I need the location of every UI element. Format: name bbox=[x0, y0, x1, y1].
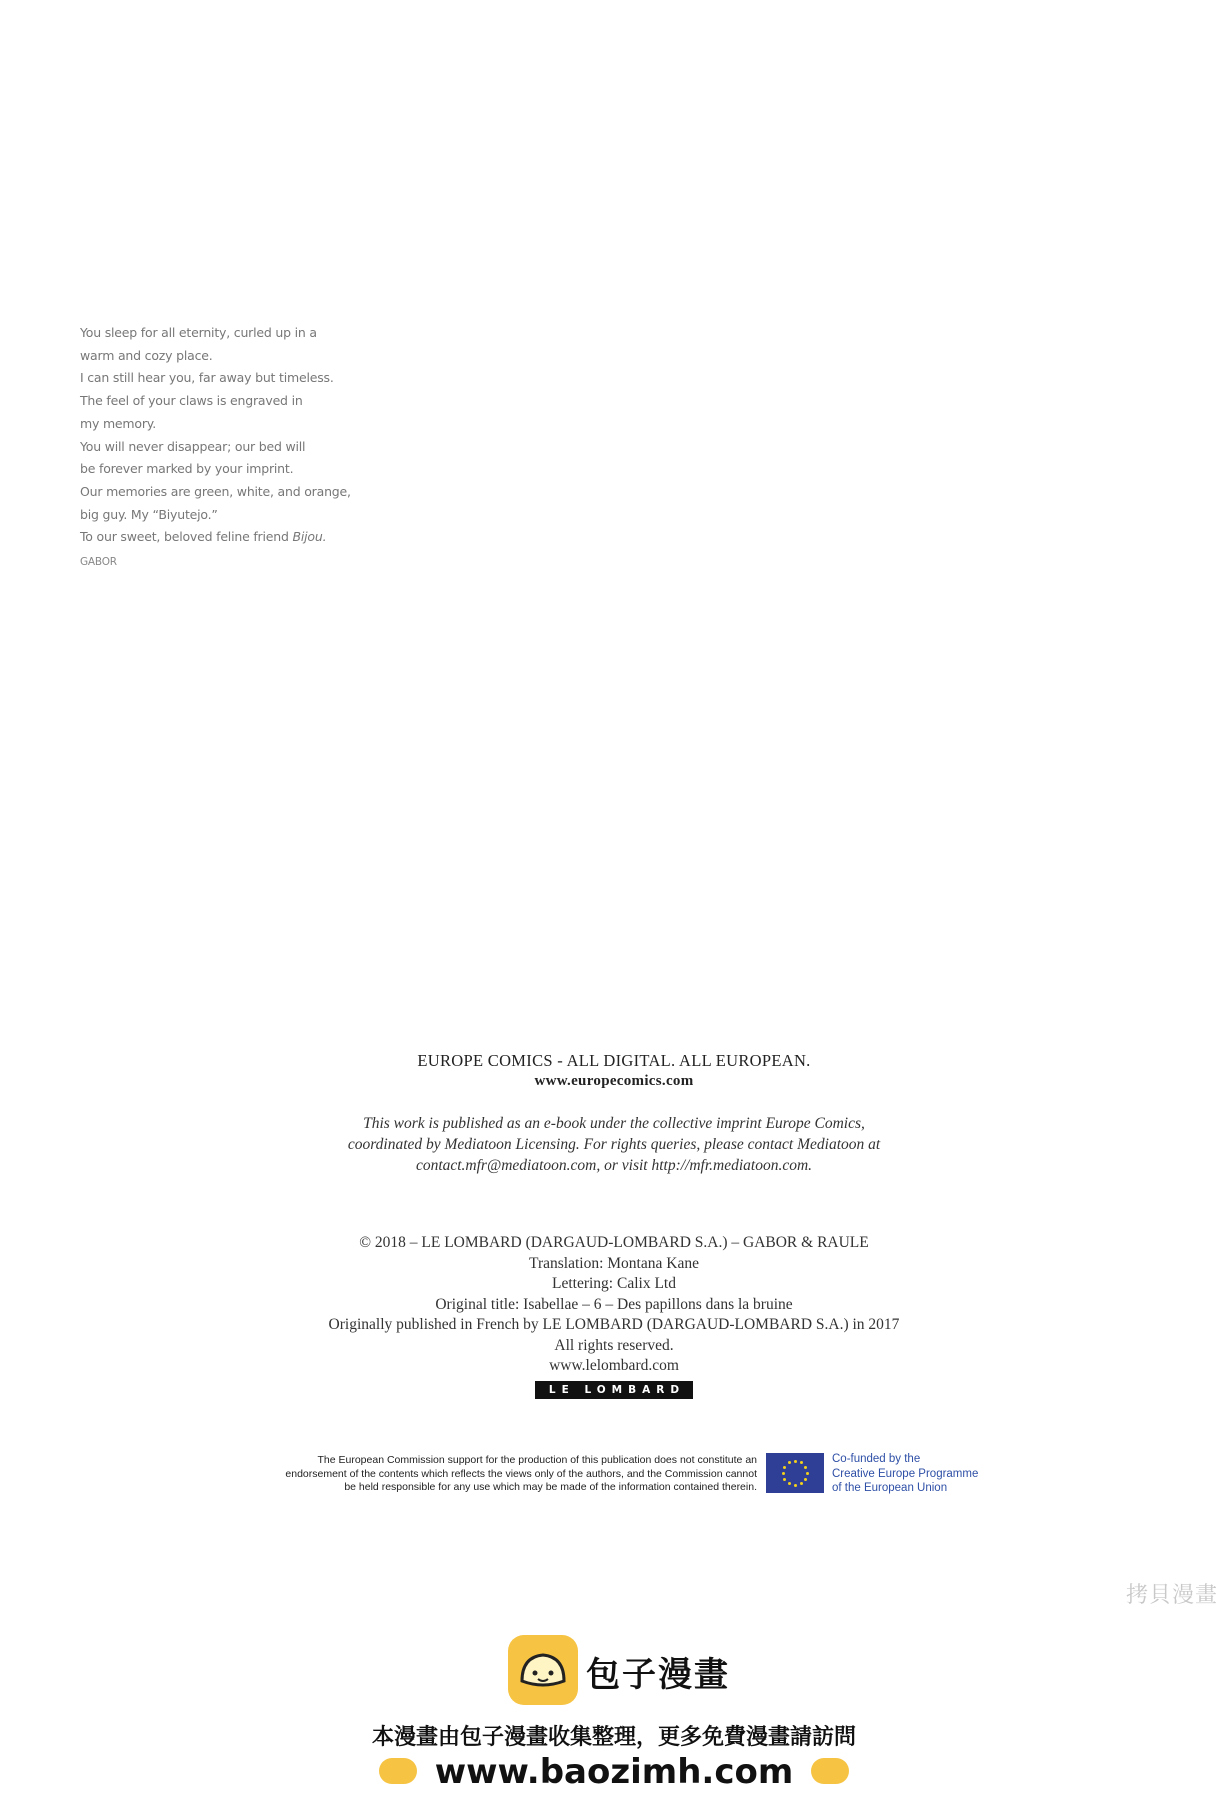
dedication bbox=[80, 322, 400, 574]
dedication-line: big guy. My “Biyutejo.” bbox=[80, 506, 218, 522]
credit-line: All rights reserved. bbox=[554, 1336, 674, 1354]
credit-line: Lettering: Calix Ltd bbox=[552, 1275, 676, 1292]
imprint-line: contact.mfr@mediatoon.com, or visit http://mfr.mediatoon.com. bbox=[415, 1157, 813, 1174]
credits bbox=[0, 1233, 1228, 1399]
eu-disclaimer-line: The European Commission support for the production of this publication does not constitute an bbox=[317, 1454, 757, 1466]
eu-cofunded-label bbox=[832, 1452, 978, 1496]
eu-flag-icon bbox=[766, 1453, 824, 1493]
lelombard-url[interactable]: www.lelombard.com bbox=[549, 1357, 679, 1374]
eu-star bbox=[783, 1478, 786, 1481]
tagline: EUROPE COMICS - ALL DIGITAL. ALL EUROPEAN. bbox=[417, 1051, 811, 1070]
credit-line: Originally published in French by LE LOMBARD (DARGAUD-LOMBARD S.A.) in 2017 bbox=[328, 1316, 900, 1333]
credit-line: Original title: Isabellae – 6 – Des papillons dans la bruine bbox=[435, 1295, 793, 1313]
eu-star bbox=[806, 1472, 809, 1475]
corner-watermark: 拷貝漫畫 bbox=[1126, 1583, 1219, 1608]
eu-star bbox=[788, 1482, 791, 1485]
dedication-line: warm and cozy place. bbox=[80, 347, 213, 363]
eu-star bbox=[804, 1466, 807, 1469]
eu-star bbox=[788, 1461, 791, 1464]
pointing-hand-right-icon bbox=[379, 1758, 417, 1784]
le-lombard-logo: LE LOMBARD bbox=[535, 1381, 693, 1399]
eu-star bbox=[804, 1478, 807, 1481]
dedication-line: my memory. bbox=[80, 415, 156, 431]
dedication-last-line bbox=[80, 526, 400, 549]
eu-star bbox=[794, 1460, 797, 1463]
baozi-title: 包子漫畫 bbox=[586, 1655, 730, 1695]
baozi-logo-icon bbox=[508, 1635, 578, 1705]
dedication-cat-name: Bijou. bbox=[292, 529, 327, 545]
eu-star bbox=[783, 1466, 786, 1469]
credit-line: Translation: Montana Kane bbox=[529, 1254, 699, 1272]
imprint-notice bbox=[0, 1113, 1228, 1176]
dedication-line: Our memories are green, white, and orange, bbox=[80, 483, 351, 499]
publisher-header bbox=[0, 1050, 1228, 1092]
dedication-line: I can still hear you, far away but timeless. bbox=[80, 370, 334, 386]
dedication-last-prefix: To our sweet, beloved feline friend bbox=[80, 529, 293, 545]
dedication-line: be forever marked by your imprint. bbox=[80, 461, 294, 477]
dedication-line: The feel of your claws is engraved in bbox=[80, 393, 303, 409]
baozi-url[interactable]: www.baozimh.com bbox=[434, 1752, 794, 1792]
eu-disclaimer-line: endorsement of the contents which reflects the views only of the authors, and the Commission cannot bbox=[285, 1467, 757, 1480]
baozi-face-icon bbox=[508, 1635, 578, 1705]
eu-star bbox=[800, 1461, 803, 1464]
imprint-line: coordinated by Mediatoon Licensing. For rights queries, please contact Mediatoon at bbox=[347, 1136, 881, 1153]
eu-label-line: of the European Union bbox=[832, 1482, 948, 1494]
eu-star bbox=[782, 1472, 785, 1475]
pointing-hand-left-icon bbox=[811, 1758, 849, 1784]
dedication-line: You will never disappear; our bed will bbox=[80, 438, 306, 454]
imprint-line: This work is published as an e-book under the collective imprint Europe Comics, bbox=[363, 1115, 865, 1132]
eu-disclaimer-line: be held responsible for any use which may be made of the information contained therein. bbox=[344, 1481, 757, 1493]
baozi-notice: 本漫畫由包子漫畫收集整理，更多免費漫畫請訪問 bbox=[371, 1725, 856, 1750]
eu-star bbox=[800, 1482, 803, 1485]
eu-disclaimer bbox=[230, 1454, 757, 1495]
baozi-url-row bbox=[0, 1752, 1228, 1792]
dedication-line: You sleep for all eternity, curled up in a bbox=[80, 325, 317, 340]
europecomics-url[interactable]: www.europecomics.com bbox=[534, 1073, 694, 1089]
eu-label-line: Co-funded by the bbox=[832, 1453, 921, 1465]
dedication-signature: GABOR bbox=[80, 556, 117, 569]
credit-line: © 2018 – LE LOMBARD (DARGAUD-LOMBARD S.A.) – GABOR & RAULE bbox=[359, 1234, 869, 1251]
eu-star bbox=[794, 1484, 797, 1487]
eu-label-line: Creative Europe Programme bbox=[832, 1467, 979, 1480]
